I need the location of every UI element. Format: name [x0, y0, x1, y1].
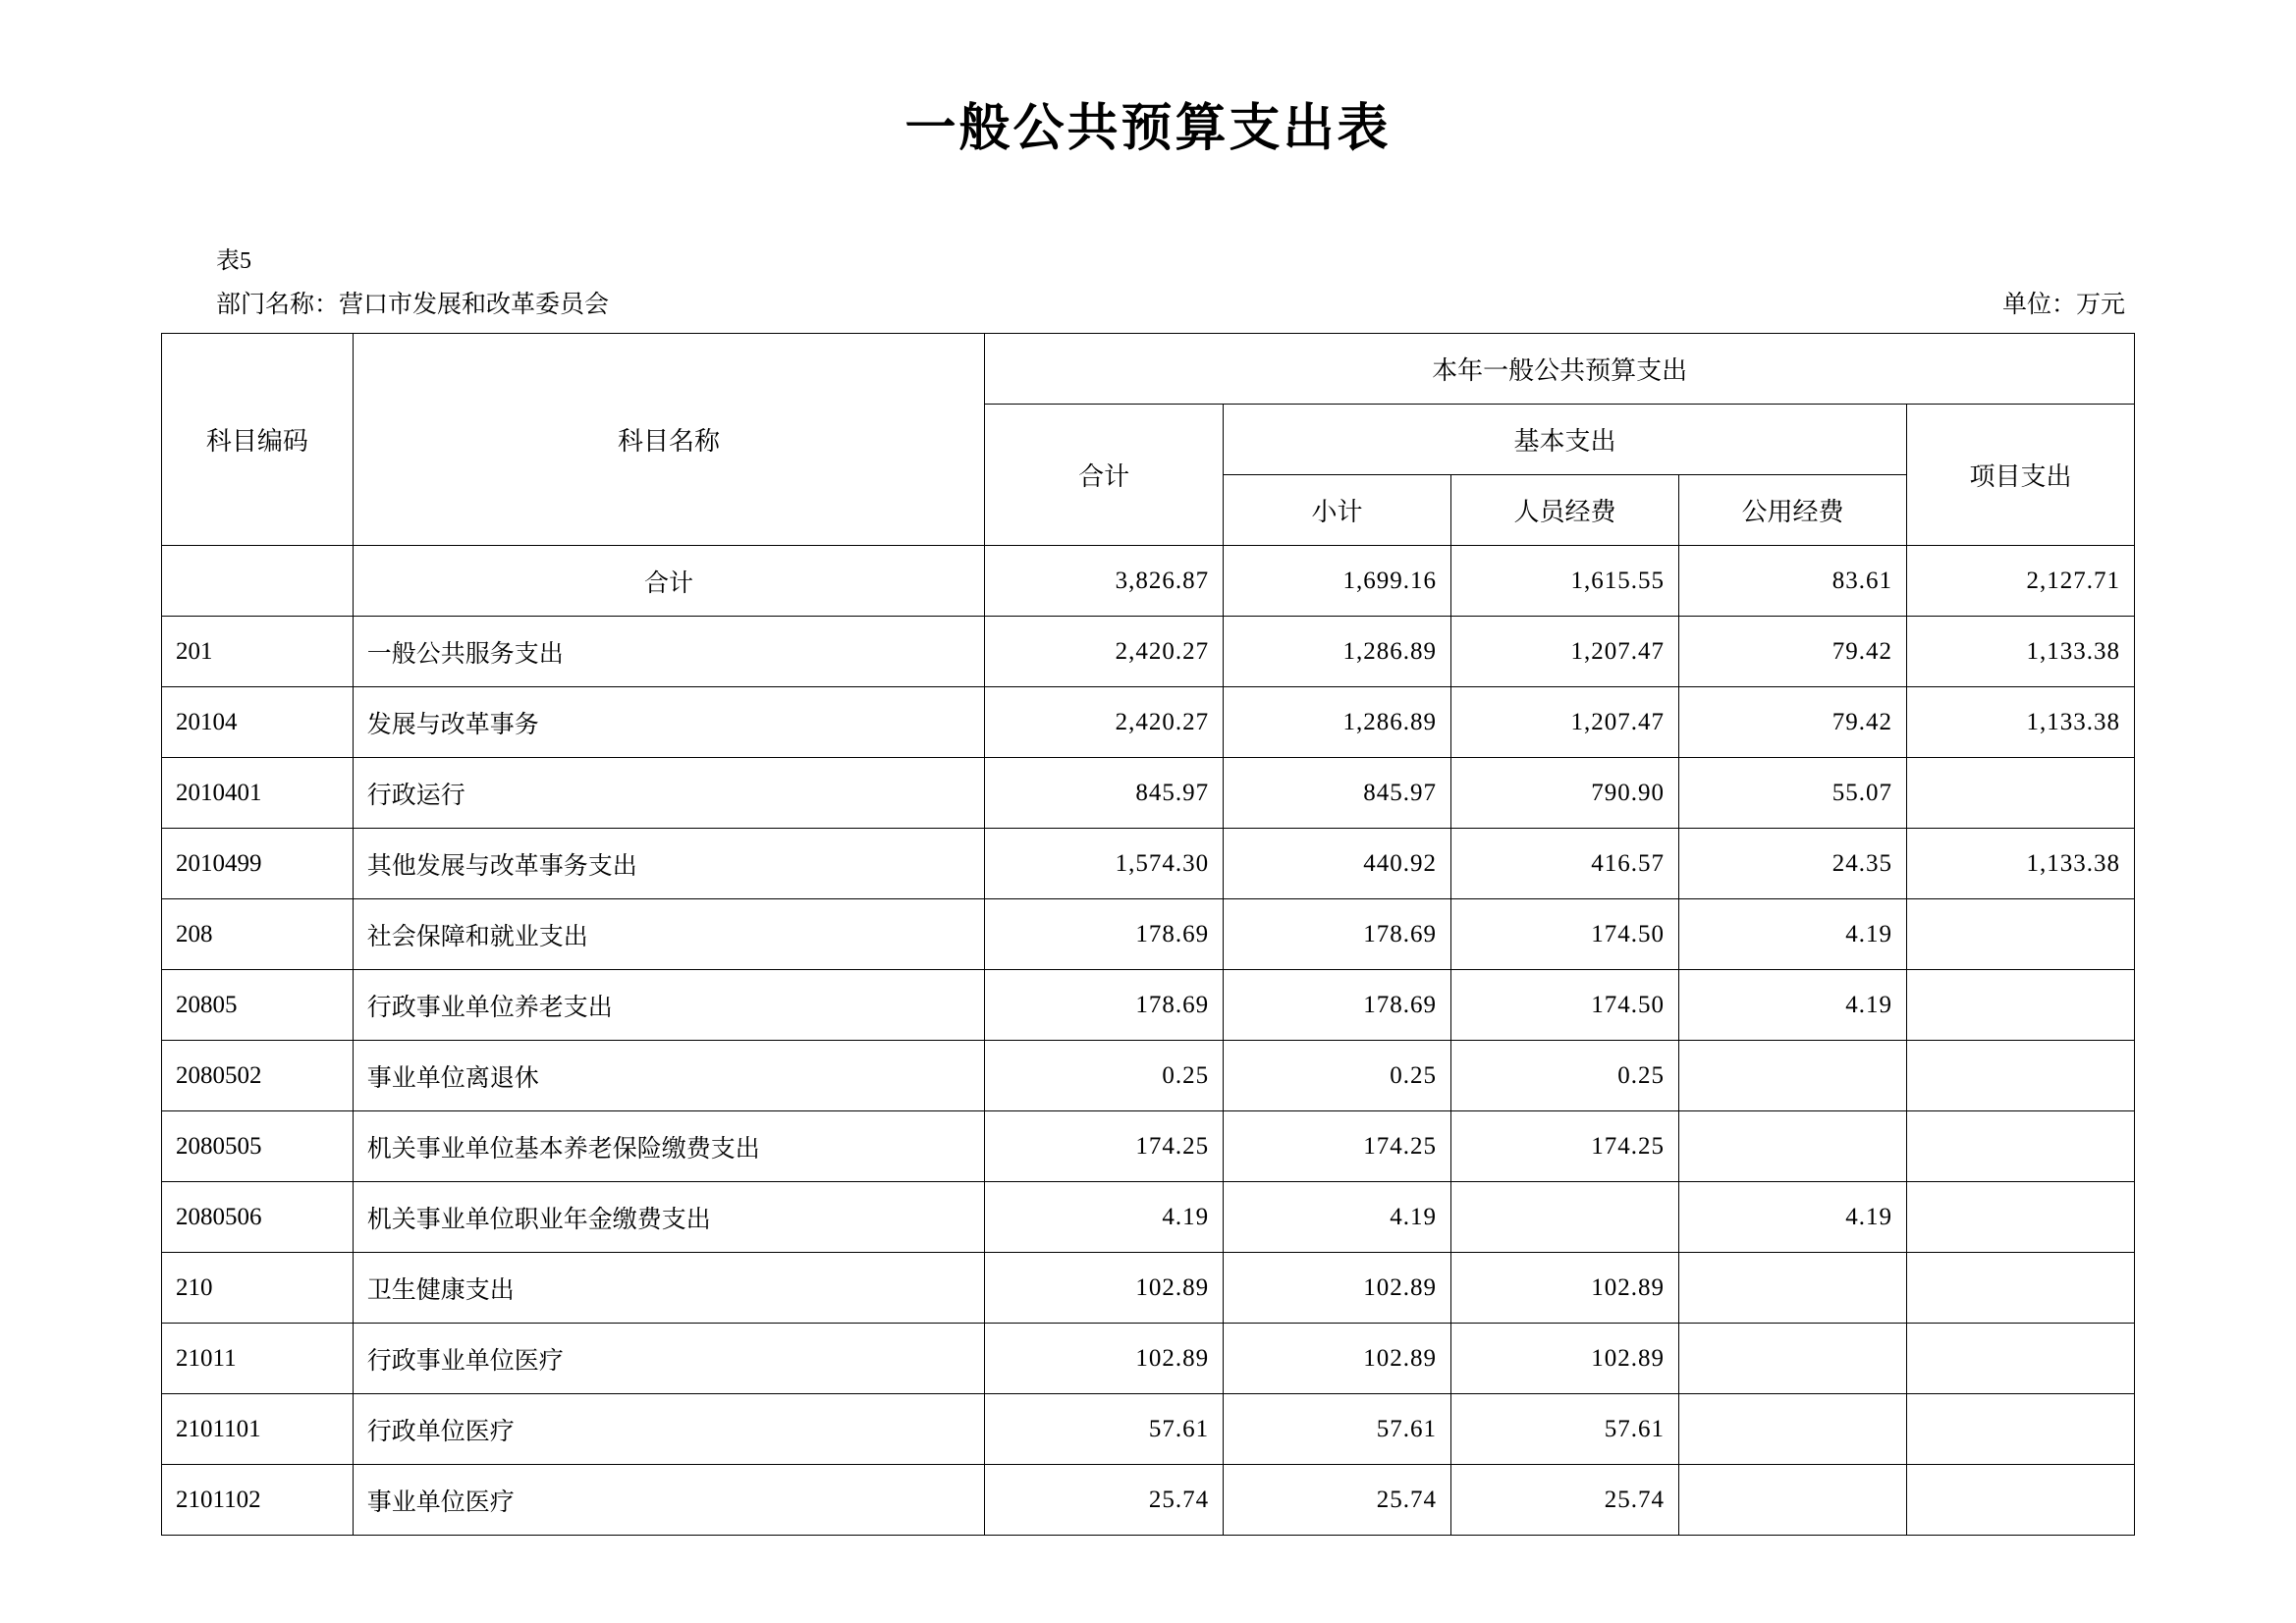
- cell-personnel: 102.89: [1451, 1253, 1679, 1324]
- cell-public: 4.19: [1679, 1182, 1907, 1253]
- cell-subject-name: 社会保障和就业支出: [353, 899, 984, 970]
- table-row: [162, 1111, 2135, 1182]
- cell-personnel: 57.61: [1451, 1394, 1679, 1465]
- cell-basic-subtotal: 178.69: [1224, 970, 1451, 1041]
- cell-public: [1679, 1041, 1907, 1111]
- header-total: 合计: [985, 405, 1224, 546]
- cell-personnel: 0.25: [1451, 1041, 1679, 1111]
- table-row: [162, 1324, 2135, 1394]
- cell-public: [1679, 1253, 1907, 1324]
- cell-basic-subtotal: 0.25: [1224, 1041, 1451, 1111]
- cell-public: 79.42: [1679, 617, 1907, 687]
- header-subtotal: 小计: [1224, 475, 1451, 546]
- cell-subject-name: 发展与改革事务: [353, 687, 984, 758]
- cell-total: 845.97: [985, 758, 1224, 829]
- cell-subject-code: 2010401: [162, 758, 354, 829]
- cell-personnel: [1451, 1182, 1679, 1253]
- header-basic-expenditure: 基本支出: [1224, 405, 1907, 475]
- cell-subject-code: 2010499: [162, 829, 354, 899]
- cell-subject-name: 机关事业单位基本养老保险缴费支出: [353, 1111, 984, 1182]
- cell-subject-name: 其他发展与改革事务支出: [353, 829, 984, 899]
- table-row: [162, 1465, 2135, 1536]
- cell-project: [1906, 970, 2134, 1041]
- cell-personnel: 1,207.47: [1451, 617, 1679, 687]
- cell-public: 24.35: [1679, 829, 1907, 899]
- cell-public: [1679, 1324, 1907, 1394]
- cell-basic-subtotal: 174.25: [1224, 1111, 1451, 1182]
- cell-personnel: 174.25: [1451, 1111, 1679, 1182]
- table-row: [162, 687, 2135, 758]
- header-current-year-group: 本年一般公共预算支出: [985, 334, 2135, 405]
- cell-subject-name: 行政事业单位养老支出: [353, 970, 984, 1041]
- meta-row: [161, 288, 2135, 323]
- table-row: [162, 1253, 2135, 1324]
- table-row: [162, 899, 2135, 970]
- table-header: [162, 334, 2135, 546]
- cell-total: 0.25: [985, 1041, 1224, 1111]
- cell-basic-subtotal: 4.19: [1224, 1182, 1451, 1253]
- table-number-label: 表5: [216, 248, 251, 274]
- header-name: 科目名称: [353, 334, 984, 546]
- cell-personnel: 416.57: [1451, 829, 1679, 899]
- cell-basic-subtotal: 178.69: [1224, 899, 1451, 970]
- cell-public: [1679, 1111, 1907, 1182]
- budget-table: [161, 333, 2135, 1536]
- cell-project: [1906, 758, 2134, 829]
- cell-subject-code: 2080502: [162, 1041, 354, 1111]
- cell-project: [1906, 1324, 2134, 1394]
- table-row: [162, 1182, 2135, 1253]
- cell-project: 1,133.38: [1906, 617, 2134, 687]
- cell-total: 102.89: [985, 1253, 1224, 1324]
- cell-basic-subtotal: 102.89: [1224, 1324, 1451, 1394]
- cell-project: 1,133.38: [1906, 829, 2134, 899]
- cell-project: [1906, 1041, 2134, 1111]
- unit-label: 单位：万元: [2001, 292, 2125, 318]
- cell-subject-code: 210: [162, 1253, 354, 1324]
- document-meta: [161, 160, 2135, 323]
- cell-subject-code: 2101101: [162, 1394, 354, 1465]
- cell-basic-subtotal: 102.89: [1224, 1253, 1451, 1324]
- cell-subject-name: 行政事业单位医疗: [353, 1324, 984, 1394]
- cell-total: 57.61: [985, 1394, 1224, 1465]
- cell-basic-subtotal: 25.74: [1224, 1465, 1451, 1536]
- cell-basic-subtotal: 440.92: [1224, 829, 1451, 899]
- table-body: [162, 546, 2135, 1536]
- cell-subject-code: 2101102: [162, 1465, 354, 1536]
- cell-subject-code: 20104: [162, 687, 354, 758]
- cell-total: 2,420.27: [985, 617, 1224, 687]
- cell-public: 83.61: [1679, 546, 1907, 617]
- header-code: 科目编码: [162, 334, 354, 546]
- cell-public: [1679, 1465, 1907, 1536]
- cell-personnel: 790.90: [1451, 758, 1679, 829]
- cell-project: [1906, 1253, 2134, 1324]
- cell-total: 178.69: [985, 970, 1224, 1041]
- cell-personnel: 102.89: [1451, 1324, 1679, 1394]
- cell-subject-name: 机关事业单位职业年金缴费支出: [353, 1182, 984, 1253]
- cell-subject-name: 事业单位医疗: [353, 1465, 984, 1536]
- cell-basic-subtotal: 57.61: [1224, 1394, 1451, 1465]
- cell-total: 25.74: [985, 1465, 1224, 1536]
- cell-personnel: 1,615.55: [1451, 546, 1679, 617]
- cell-total: 174.25: [985, 1111, 1224, 1182]
- cell-basic-subtotal: 1,286.89: [1224, 617, 1451, 687]
- cell-subject-code: [162, 546, 354, 617]
- cell-public: 4.19: [1679, 970, 1907, 1041]
- header-personnel: 人员经费: [1451, 475, 1679, 546]
- cell-project: [1906, 1182, 2134, 1253]
- table-row: [162, 970, 2135, 1041]
- cell-subject-code: 20805: [162, 970, 354, 1041]
- cell-subject-code: 208: [162, 899, 354, 970]
- cell-subject-code: 21011: [162, 1324, 354, 1394]
- page-title: 一般公共预算支出表: [904, 101, 1392, 157]
- cell-project: 1,133.38: [1906, 687, 2134, 758]
- table-row: [162, 617, 2135, 687]
- cell-total: 2,420.27: [985, 687, 1224, 758]
- table-row: [162, 758, 2135, 829]
- cell-public: 4.19: [1679, 899, 1907, 970]
- cell-basic-subtotal: 1,699.16: [1224, 546, 1451, 617]
- cell-subject-code: 2080505: [162, 1111, 354, 1182]
- cell-total: 102.89: [985, 1324, 1224, 1394]
- cell-subject-name: 卫生健康支出: [353, 1253, 984, 1324]
- budget-table-container: [161, 323, 2135, 1536]
- cell-project: [1906, 1394, 2134, 1465]
- cell-basic-subtotal: 1,286.89: [1224, 687, 1451, 758]
- cell-personnel: 174.50: [1451, 970, 1679, 1041]
- cell-subject-code: 201: [162, 617, 354, 687]
- cell-project: [1906, 1465, 2134, 1536]
- header-row-1: [162, 334, 2135, 405]
- table-row: [162, 1394, 2135, 1465]
- header-project-expenditure: 项目支出: [1906, 405, 2134, 546]
- header-public: 公用经费: [1679, 475, 1907, 546]
- cell-public: [1679, 1394, 1907, 1465]
- cell-total: 178.69: [985, 899, 1224, 970]
- cell-personnel: 174.50: [1451, 899, 1679, 970]
- cell-personnel: 25.74: [1451, 1465, 1679, 1536]
- table-row: [162, 1041, 2135, 1111]
- cell-project: 2,127.71: [1906, 546, 2134, 617]
- cell-subject-name: 一般公共服务支出: [353, 617, 984, 687]
- cell-personnel: 1,207.47: [1451, 687, 1679, 758]
- department-name-label: 部门名称：营口市发展和改革委员会: [216, 292, 610, 318]
- cell-project: [1906, 899, 2134, 970]
- cell-total: 3,826.87: [985, 546, 1224, 617]
- cell-subject-name: 事业单位离退休: [353, 1041, 984, 1111]
- table-row: [162, 829, 2135, 899]
- cell-subject-name: 行政运行: [353, 758, 984, 829]
- cell-total: 1,574.30: [985, 829, 1224, 899]
- cell-basic-subtotal: 845.97: [1224, 758, 1451, 829]
- cell-total: 4.19: [985, 1182, 1224, 1253]
- cell-subject-name: 合计: [353, 546, 984, 617]
- cell-public: 55.07: [1679, 758, 1907, 829]
- table-row: [162, 546, 2135, 617]
- cell-public: 79.42: [1679, 687, 1907, 758]
- cell-subject-name: 行政单位医疗: [353, 1394, 984, 1465]
- cell-subject-code: 2080506: [162, 1182, 354, 1253]
- cell-project: [1906, 1111, 2134, 1182]
